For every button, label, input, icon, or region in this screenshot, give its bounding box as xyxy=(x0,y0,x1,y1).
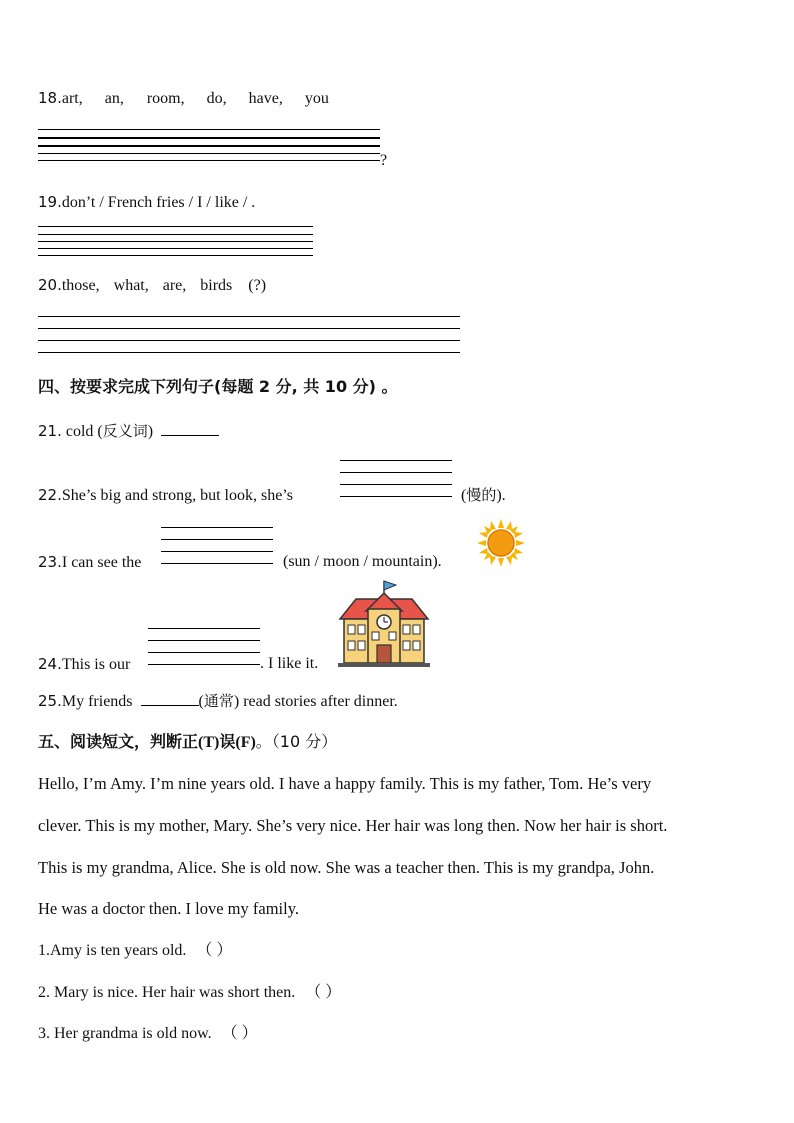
judge-text: 1.Amy is ten years old. xyxy=(38,942,187,959)
answer-line[interactable] xyxy=(38,226,313,227)
q19-line xyxy=(38,192,255,213)
q21-hint: 反义词 xyxy=(102,422,148,440)
school-door xyxy=(377,645,391,663)
q19-number: 19. xyxy=(38,193,62,211)
answer-line[interactable] xyxy=(161,563,273,564)
q23-line xyxy=(38,552,141,573)
passage-line: Hello, I’m Amy. I’m nine years old. I have a happy family. This is my father, Tom. He’s very xyxy=(38,774,652,793)
answer-line[interactable] xyxy=(340,472,452,473)
q21-text: cold ( xyxy=(61,423,103,440)
judge-answer-paren[interactable]: （ ） xyxy=(221,1025,258,1042)
judge-answer-paren[interactable]: （ ） xyxy=(305,984,342,1001)
q20-word: those, xyxy=(61,277,100,294)
answer-line[interactable] xyxy=(38,340,460,341)
school-building-icon xyxy=(336,579,432,669)
q23-options: (sun / moon / mountain). xyxy=(283,553,442,570)
sun-core xyxy=(488,530,514,556)
answer-line[interactable] xyxy=(148,628,260,629)
passage-line: This is my grandma, Alice. She is old now. She was a teacher then. This is my grandpa, John. xyxy=(38,858,655,877)
answer-line[interactable] xyxy=(38,153,380,154)
q23-text: I can see the xyxy=(61,554,142,571)
q18-word: art, xyxy=(61,90,83,107)
q20-word: (?) xyxy=(248,277,267,294)
answer-line[interactable] xyxy=(340,484,452,485)
q25-text: My friends xyxy=(61,693,133,710)
judge-item xyxy=(38,1024,258,1044)
q18-word: you xyxy=(304,90,329,107)
q24-after: . I like it. xyxy=(260,655,319,672)
answer-line[interactable] xyxy=(38,255,313,256)
answer-line[interactable] xyxy=(38,234,313,235)
answer-line[interactable] xyxy=(38,248,313,249)
answer-line[interactable] xyxy=(38,328,460,329)
q25-after: ) read stories after dinner. xyxy=(233,693,398,710)
q22-hint: 慢的 xyxy=(466,486,497,504)
q24-number: 24. xyxy=(38,655,62,673)
judge-item xyxy=(38,941,232,961)
q21-answer-blank[interactable] xyxy=(161,421,219,436)
q22-hint-line xyxy=(461,485,506,506)
answer-line[interactable] xyxy=(38,241,313,242)
q18-word: do, xyxy=(206,90,227,107)
q25-answer-blank[interactable] xyxy=(141,691,199,706)
q25-number: 25. xyxy=(38,692,62,710)
answer-line[interactable] xyxy=(148,640,260,641)
answer-line[interactable] xyxy=(38,129,380,130)
judge-answer-paren[interactable]: （ ） xyxy=(196,942,233,959)
section-5-title-part: (T) xyxy=(198,734,220,751)
section-5-title-part: 。（10 分） xyxy=(255,732,338,751)
section-5-title-part: 五、阅读短文，判断正 xyxy=(38,732,199,751)
passage-line: He was a doctor then. I love my family. xyxy=(38,899,300,918)
q19-text: don’t / French fries / I / like / . xyxy=(61,194,256,211)
passage-line: clever. This is my mother, Mary. She’s very nice. Her hair was long then. Now her hair is short. xyxy=(38,816,668,835)
q20-word: what, xyxy=(113,277,149,294)
answer-line[interactable] xyxy=(38,137,380,139)
answer-line[interactable] xyxy=(161,539,273,540)
judge-item xyxy=(38,983,341,1003)
q22-text: She’s big and strong, but look, she’s xyxy=(61,487,293,504)
q18-number: 18. xyxy=(38,89,62,107)
sun-icon xyxy=(477,519,525,567)
answer-line[interactable] xyxy=(340,496,452,497)
q25-hint-open: ( xyxy=(198,693,204,710)
section-5-title-part: (F) xyxy=(235,734,256,751)
q20-word: birds xyxy=(200,277,233,294)
q18-word: room, xyxy=(146,90,185,107)
q22-hint-open: ( xyxy=(461,487,467,504)
q20-line xyxy=(38,275,266,296)
q24-text: This is our xyxy=(61,656,131,673)
q18-word: an, xyxy=(104,90,124,107)
q21-close: ) xyxy=(147,423,154,440)
answer-line[interactable] xyxy=(38,352,460,353)
q23-number: 23. xyxy=(38,553,62,571)
q24-line xyxy=(38,654,130,675)
answer-line[interactable] xyxy=(38,316,460,317)
q21-number: 21. xyxy=(38,422,62,440)
answer-line[interactable] xyxy=(161,551,273,552)
answer-line[interactable] xyxy=(148,652,260,653)
q22-line xyxy=(38,485,293,506)
answer-line[interactable] xyxy=(38,160,380,161)
q18-word: have, xyxy=(248,90,283,107)
answer-line[interactable] xyxy=(161,527,273,528)
q22-hint-close: ). xyxy=(496,487,506,504)
answer-line[interactable] xyxy=(340,460,452,461)
section-5-title-part: 误 xyxy=(219,732,236,751)
q21-line xyxy=(38,421,219,442)
q20-number: 20. xyxy=(38,276,62,294)
answer-line[interactable] xyxy=(148,664,260,665)
flag xyxy=(384,581,396,590)
q25-hint: 通常 xyxy=(203,692,234,710)
q18-question-mark: ? xyxy=(380,152,388,169)
q22-number: 22. xyxy=(38,486,62,504)
q18-line xyxy=(38,88,329,109)
judge-text: 3. Her grandma is old now. xyxy=(38,1025,212,1042)
section-4-title: 四、按要求完成下列句子(每题 2 分, 共 10 分) 。 xyxy=(38,377,398,396)
q20-word: are, xyxy=(162,277,187,294)
judge-text: 2. Mary is nice. Her hair was short then. xyxy=(38,984,296,1001)
section-5-title xyxy=(38,732,337,753)
answer-line[interactable] xyxy=(38,145,380,147)
q25-line xyxy=(38,691,398,712)
